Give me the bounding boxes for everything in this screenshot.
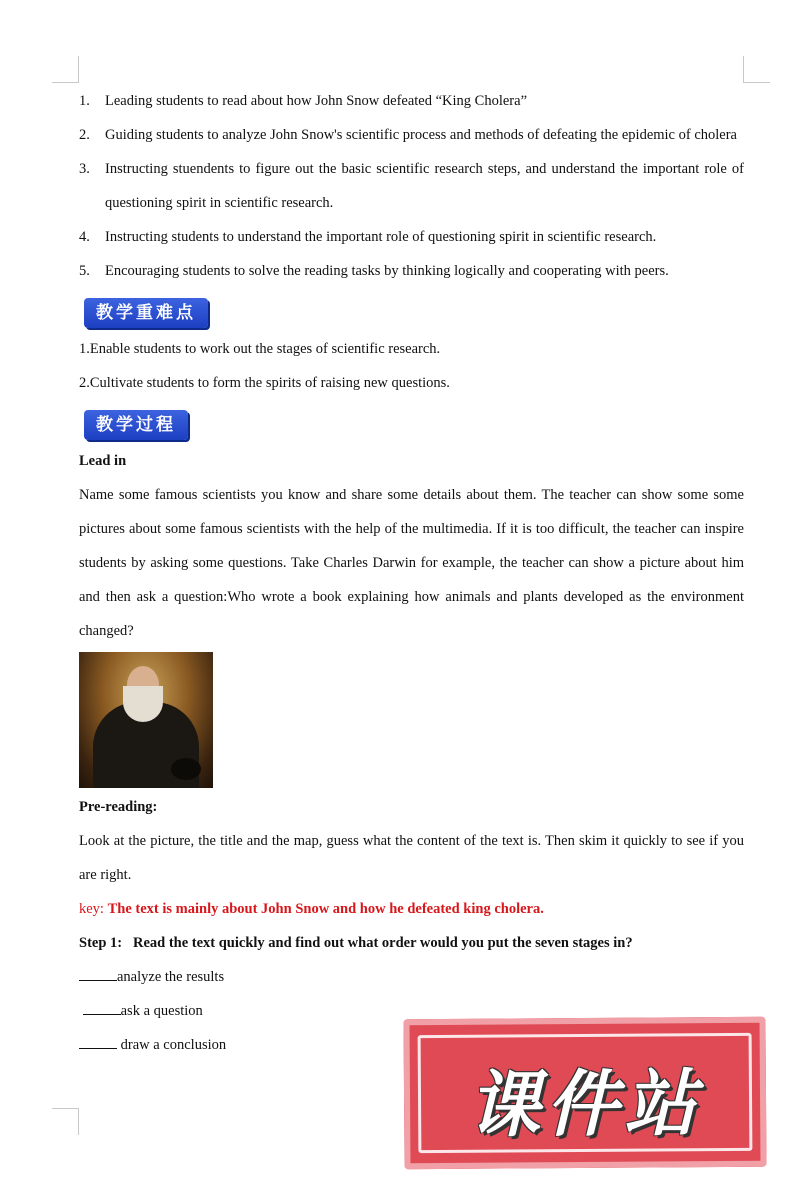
teaching-process-heading: 教学过程 (84, 410, 188, 440)
list-item: 1. Leading students to read about how John Snow defeated “King Cholera” (79, 93, 528, 109)
lead-in-text: Name some famous scientists you know and share some details about them. The teacher can show some some pictures about some famous scientists with the help of the multimedia. If it is too difficult, the teacher can inspire students by asking some questions. Take Charles Darwin for example, the teacher can show a picture about him and then ask a question:Who wrote a book explaining how animals and plants developed as the environment changed? (79, 487, 744, 639)
objectives-list (79, 84, 744, 288)
key-label: key: (79, 901, 108, 917)
pre-reading-text: Look at the picture, the title and the map, guess what the content of the text is. Then skim it quickly to see if you are right. (79, 833, 744, 883)
list-item: 4. Instructing students to understand the important role of questioning spirit in scientific research. (79, 229, 657, 245)
watermark-text: 课件站 (467, 1061, 703, 1147)
key-point-item: 2.Cultivate students to form the spirits of raising new questions. (79, 375, 450, 391)
stage-item: draw a conclusion (79, 1028, 744, 1062)
darwin-portrait-image (79, 652, 213, 788)
key-points-heading: 教学重难点 (84, 298, 208, 328)
watermark-stamp (403, 1017, 766, 1170)
lead-in-title: Lead in (79, 453, 127, 469)
stage-item: analyze the results (79, 960, 744, 994)
document-body (79, 84, 744, 1062)
list-item: 2. Guiding students to analyze John Snow's scientific process and methods of defeating the epidemic of cholera (79, 127, 737, 143)
key-answer: The text is mainly about John Snow and how he defeated king cholera. (107, 901, 544, 917)
answer-blank (79, 1036, 117, 1049)
answer-blank (83, 1002, 121, 1015)
step1-instruction: Step 1: Read the text quickly and find out what order would you put the seven stages in? (79, 935, 633, 951)
list-item: 3. Instructing stuendents to figure out the basic scientific research steps, and understand the important role of questioning spirit in scientific research. (79, 161, 744, 211)
list-item: 5. Encouraging students to solve the reading tasks by thinking logically and cooperating with peers. (79, 263, 669, 279)
page-corner-mark (52, 56, 79, 83)
stage-item: ask a question (79, 994, 744, 1028)
pre-reading-title: Pre-reading: (79, 799, 158, 815)
key-point-item: 1.Enable students to work out the stages of scientific research. (79, 341, 441, 357)
key-answer-line (79, 892, 744, 926)
page-corner-mark (52, 1108, 79, 1135)
page-corner-mark (743, 56, 770, 83)
answer-blank (79, 968, 117, 981)
